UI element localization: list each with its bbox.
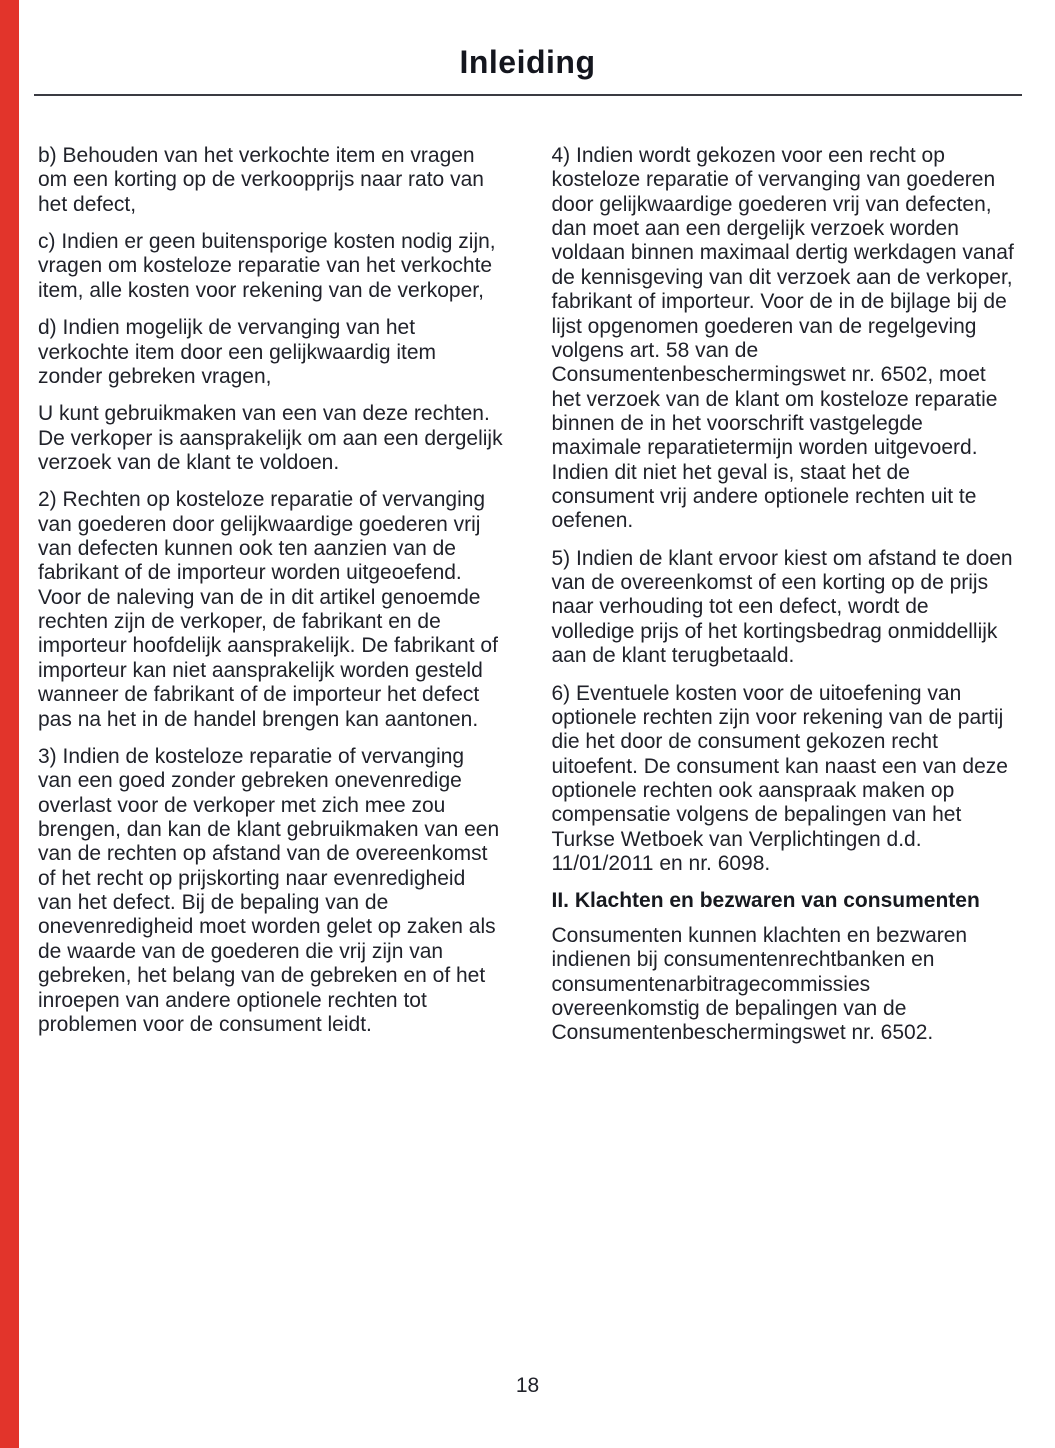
paragraph-item-2: 2) Rechten op kosteloze reparatie of vervanging van goederen door gelijkwaardige goederen vrij van defecten kunnen ook ten aanzien van de fabrikant of de importeur worden uitgeoefend. Voor de naleving van de in dit artikel genoemde rechten zijn de verkoper, de fabrikant en de importeur hoofdelijk aansprakelijk. De fabrikant of importeur kan niet aansprakelijk worden gesteld wanneer de fabrikant of de importeur het defect pas na het in de handel brengen kan aantonen.	[38, 488, 498, 731]
page-number: 18	[515, 1374, 540, 1397]
accent-stripe	[0, 0, 19, 1448]
paragraph-b: b) Behouden van het verkochte item en vragen om een korting op de verkoopprijs naar rato van het defect,	[38, 144, 484, 216]
page-title: Inleiding	[459, 44, 596, 80]
paragraph-item-3: 3) Indien de kosteloze reparatie of vervanging van een goed zonder gebreken onevenredige overlast voor de verkoper met zich mee zou brengen, dan kan de klant gebruikmaken van een van de rechten op afstand van de overeenkomst of het recht op prijskorting naar evenredigheid van het defect. Bij de bepaling van de onevenredigheid moet worden gelet op zaken als de waarde van de goederen die vrij zijn van gebreken, het belang van de gebreken en of het inroepen van andere optionele rechten tot problemen voor de consument leidt.	[38, 744, 500, 1036]
left-column	[38, 144, 504, 1059]
paragraph-c: c) Indien er geen buitensporige kosten nodig zijn, vragen om kosteloze reparatie van het verkochte item, alle kosten voor rekening van de verkoper,	[38, 230, 496, 302]
paragraph-rights-note: U kunt gebruikmaken van een van deze rechten. De verkoper is aansprakelijk om aan een dergelijk verzoek van de klant te voldoen.	[38, 402, 503, 474]
paragraph-complaints: Consumenten kunnen klachten en bezwaren indienen bij consumentenrechtbanken en consumentenarbitragecommissies overeenkomstig de bepalingen van de Consumentenbeschermingswet nr. 6502.	[551, 923, 968, 1045]
right-column	[552, 144, 1018, 1059]
paragraph-item-4: 4) Indien wordt gekozen voor een recht op kosteloze reparatie of vervanging van goederen door gelijkwaardige goederen vrij van defecten, dan moet aan een dergelijk verzoek worden voldaan binnen maximaal dertig werkdagen vanaf de kennisgeving van dit verzoek aan de verkoper, fabrikant of importeur. Voor de in de bijlage bij de lijst opgenomen goederen van de regelgeving volgens art. 58 van de Consumentenbeschermingswet nr. 6502, moet het verzoek van de klant om kosteloze reparatie binnen de in het voorschrift vastgelegde maximale reparatietermijn worden uitgevoerd. Indien dit niet het geval is, staat het de consument vrij andere optionele rechten uit te oefenen.	[551, 144, 1014, 533]
paragraph-item-6: 6) Eventuele kosten voor de uitoefening van optionele rechten zijn voor rekening van de partij die het door de consument gekozen recht uitoefent. De consument kan naast een van deze optionele rechten ook aanspraak maken op compensatie volgens de bepalingen van het Turkse Wetboek van Verplichtingen d.d. 11/01/2011 en nr. 6098.	[551, 681, 1008, 876]
paragraph-d: d) Indien mogelijk de vervanging van het verkochte item door een gelijkwaardig item zonder gebreken vragen,	[38, 316, 437, 388]
paragraph-item-5: 5) Indien de klant ervoor kiest om afstand te doen van de overeenkomst of een korting op de prijs naar verhouding tot een defect, wordt de volledige prijs of het kortingsbedrag onmiddellijk aan de klant terugbetaald.	[551, 546, 1013, 668]
section-heading-complaints: II. Klachten en bezwaren van consumenten	[551, 889, 980, 913]
content-columns	[0, 96, 1055, 1059]
